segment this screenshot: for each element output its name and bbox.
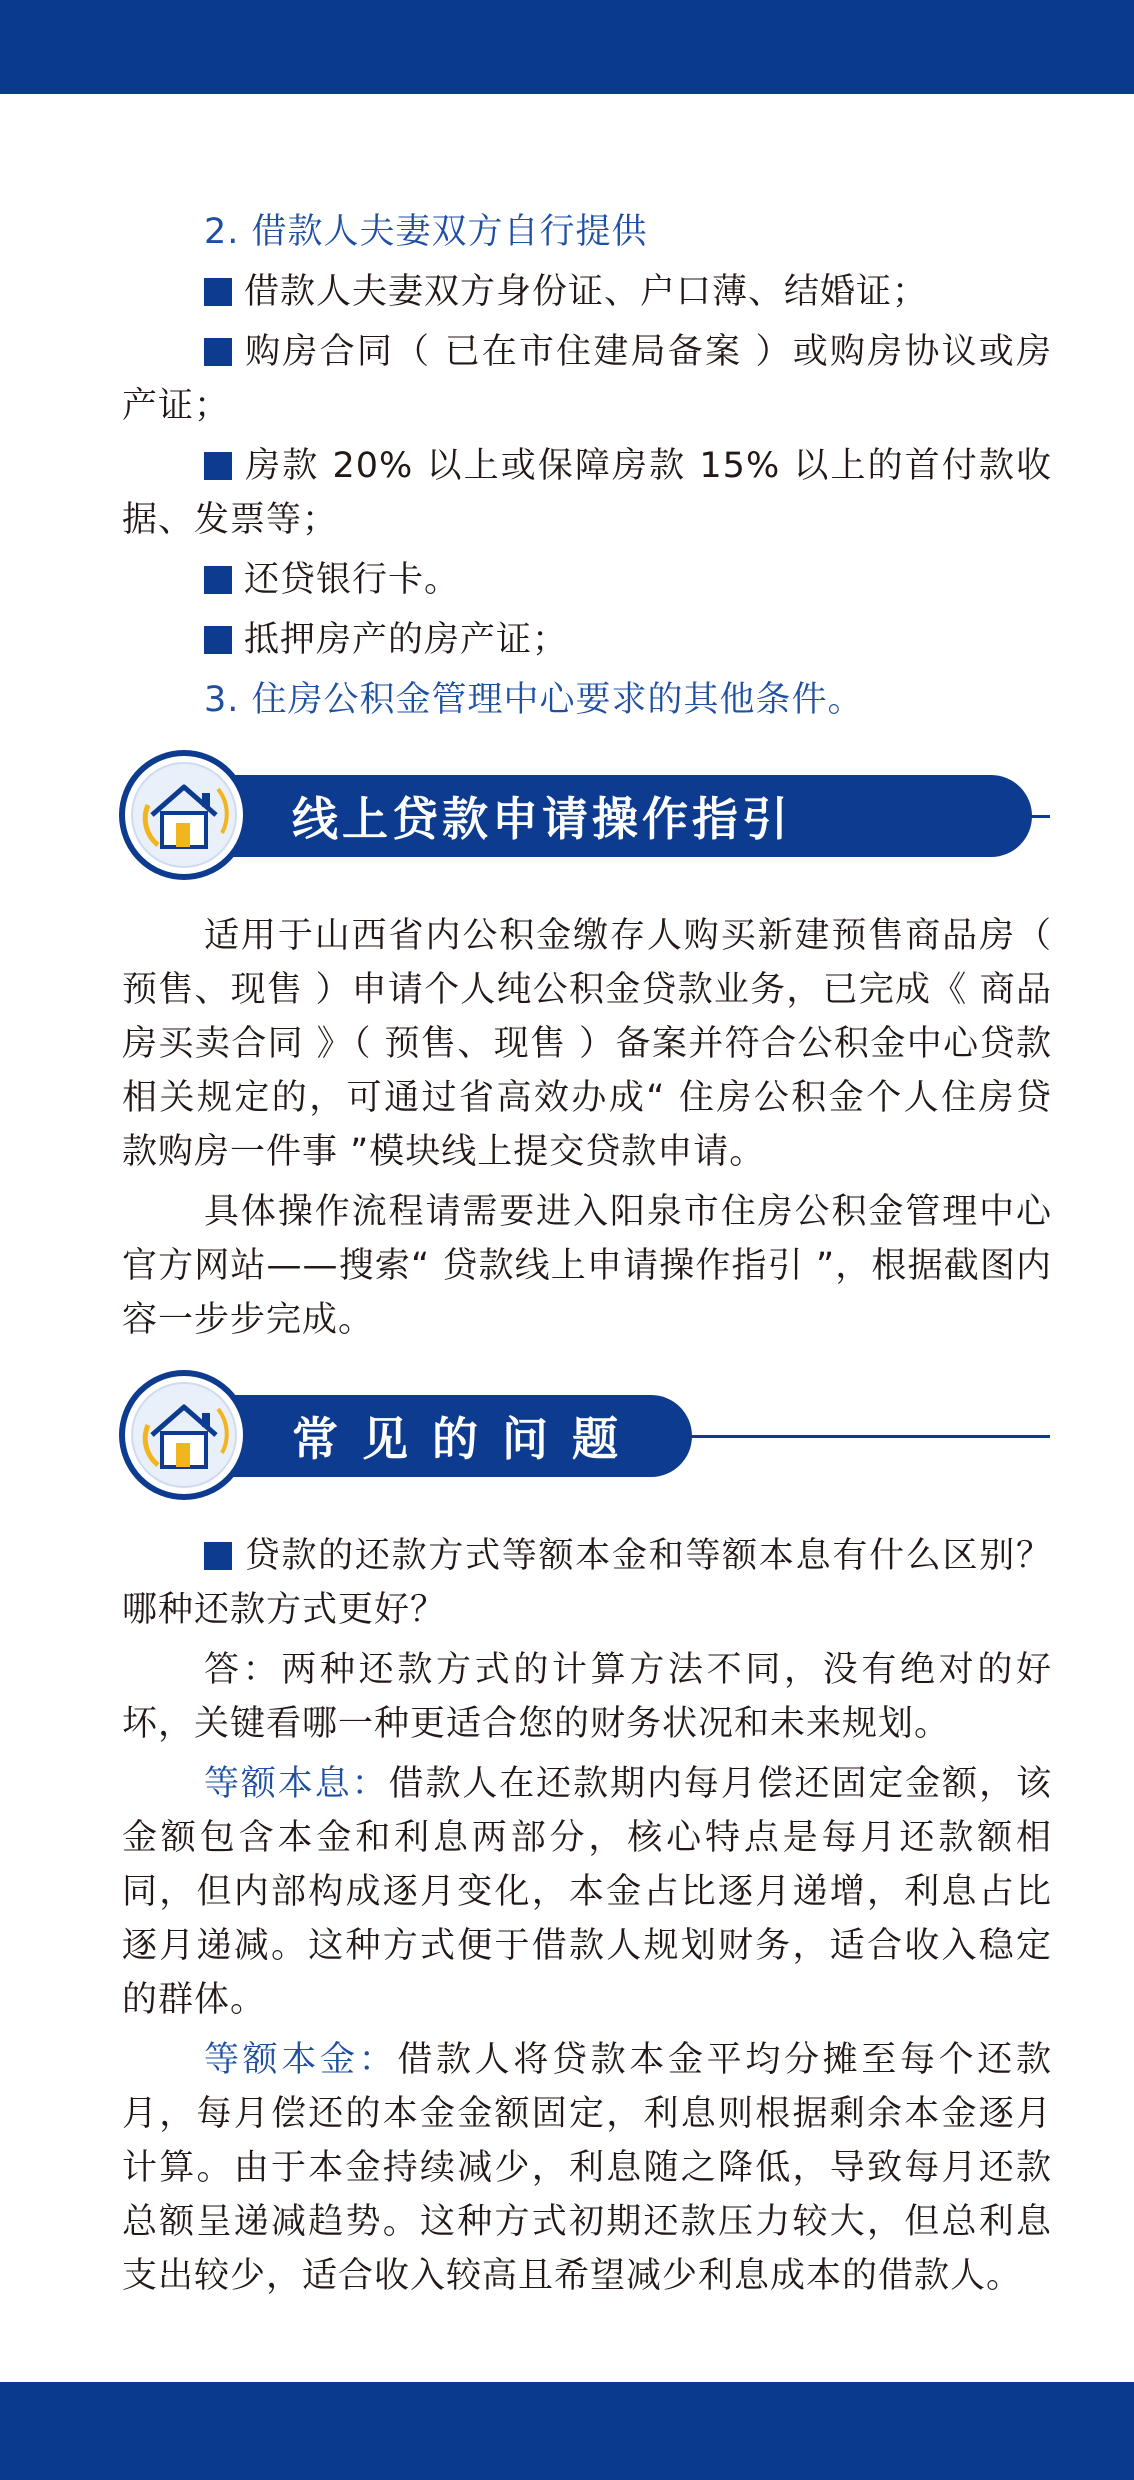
bullet-item: 购房合同（ 已在市住建局备案 ）或购房协议或房产证； (122, 332, 1052, 426)
section-title: 常 见 的 问 题 (292, 1412, 623, 1466)
page-content (122, 205, 1052, 2303)
faq-question: 贷款的还款方式等额本金和等额本息有什么区别？哪种还款方式更好？ (122, 1536, 1052, 1630)
square-bullet-icon (204, 566, 232, 594)
section-title-bar (232, 775, 1032, 857)
faq-answer: 答：两种还款方式的计算方法不同，没有绝对的好坏，关键看哪一种更适合您的财务状况和未来规划。 (122, 1650, 1052, 1744)
header-rule (680, 1435, 1050, 1438)
top-banner (0, 0, 1134, 94)
square-bullet-icon (204, 338, 232, 366)
house-icon (118, 749, 250, 881)
section-header-faq (0, 1369, 1134, 1501)
bottom-banner (0, 2382, 1134, 2480)
item3-title: 3. 住房公积金管理中心要求的其他条件。 (204, 680, 864, 720)
online-paragraph-1: 适用于山西省内公积金缴存人购买新建预售商品房（ 预售、现售 ）申请个人纯公积金贷款业务，已完成《 商品房买卖合同 》（ 预售、现售 ）备案并符合公积金中心贷款相关规定的，可通过省高效办成“ 住房公积金个人住房贷款购房一件事 ”模块线上提交贷款申请。 (122, 916, 1052, 1172)
bullet-item: 抵押房产的房产证； (122, 613, 1052, 667)
square-bullet-icon (204, 452, 232, 480)
section-header-online (0, 749, 1134, 881)
bullet-item: 借款人夫妻双方身份证、户口薄、结婚证； (122, 265, 1052, 319)
item2-title: 2. 借款人夫妻双方自行提供 (204, 212, 648, 252)
square-bullet-icon (204, 1542, 232, 1570)
equal-principal-paragraph: 等额本金：借款人将贷款本金平均分摊至每个还款月，每月偿还的本金金额固定，利息则根据剩余本金逐月计算。由于本金持续减少，利息随之降低，导致每月还款总额呈递减趋势。这种方式初期还款压力较大，但总利息支出较少，适合收入较高且希望减少利息成本的借款人。 (122, 2040, 1052, 2296)
equal-principal-label: 等额本金： (204, 2040, 398, 2080)
section-title: 线上贷款申请操作指引 (292, 792, 792, 846)
equal-payment-paragraph: 等额本息：借款人在还款期内每月偿还固定金额，该金额包含本金和利息两部分，核心特点是每月还款额相同，但内部构成逐月变化，本金占比逐月递增，利息占比逐月递减。这种方式便于借款人规划财务，适合收入稳定的群体。 (122, 1764, 1052, 2020)
house-icon (118, 1369, 250, 1501)
online-paragraph-2: 具体操作流程请需要进入阳泉市住房公积金管理中心官方网站——搜索“ 贷款线上申请操作指引 ”，根据截图内容一步步完成。 (122, 1192, 1052, 1340)
section-title-bar (232, 1395, 692, 1477)
bullet-item: 房款 20% 以上或保障房款 15% 以上的首付款收据、发票等； (122, 446, 1052, 540)
equal-payment-label: 等额本息： (204, 1764, 389, 1804)
square-bullet-icon (204, 278, 232, 306)
square-bullet-icon (204, 626, 232, 654)
bullet-item: 还贷银行卡。 (122, 553, 1052, 607)
